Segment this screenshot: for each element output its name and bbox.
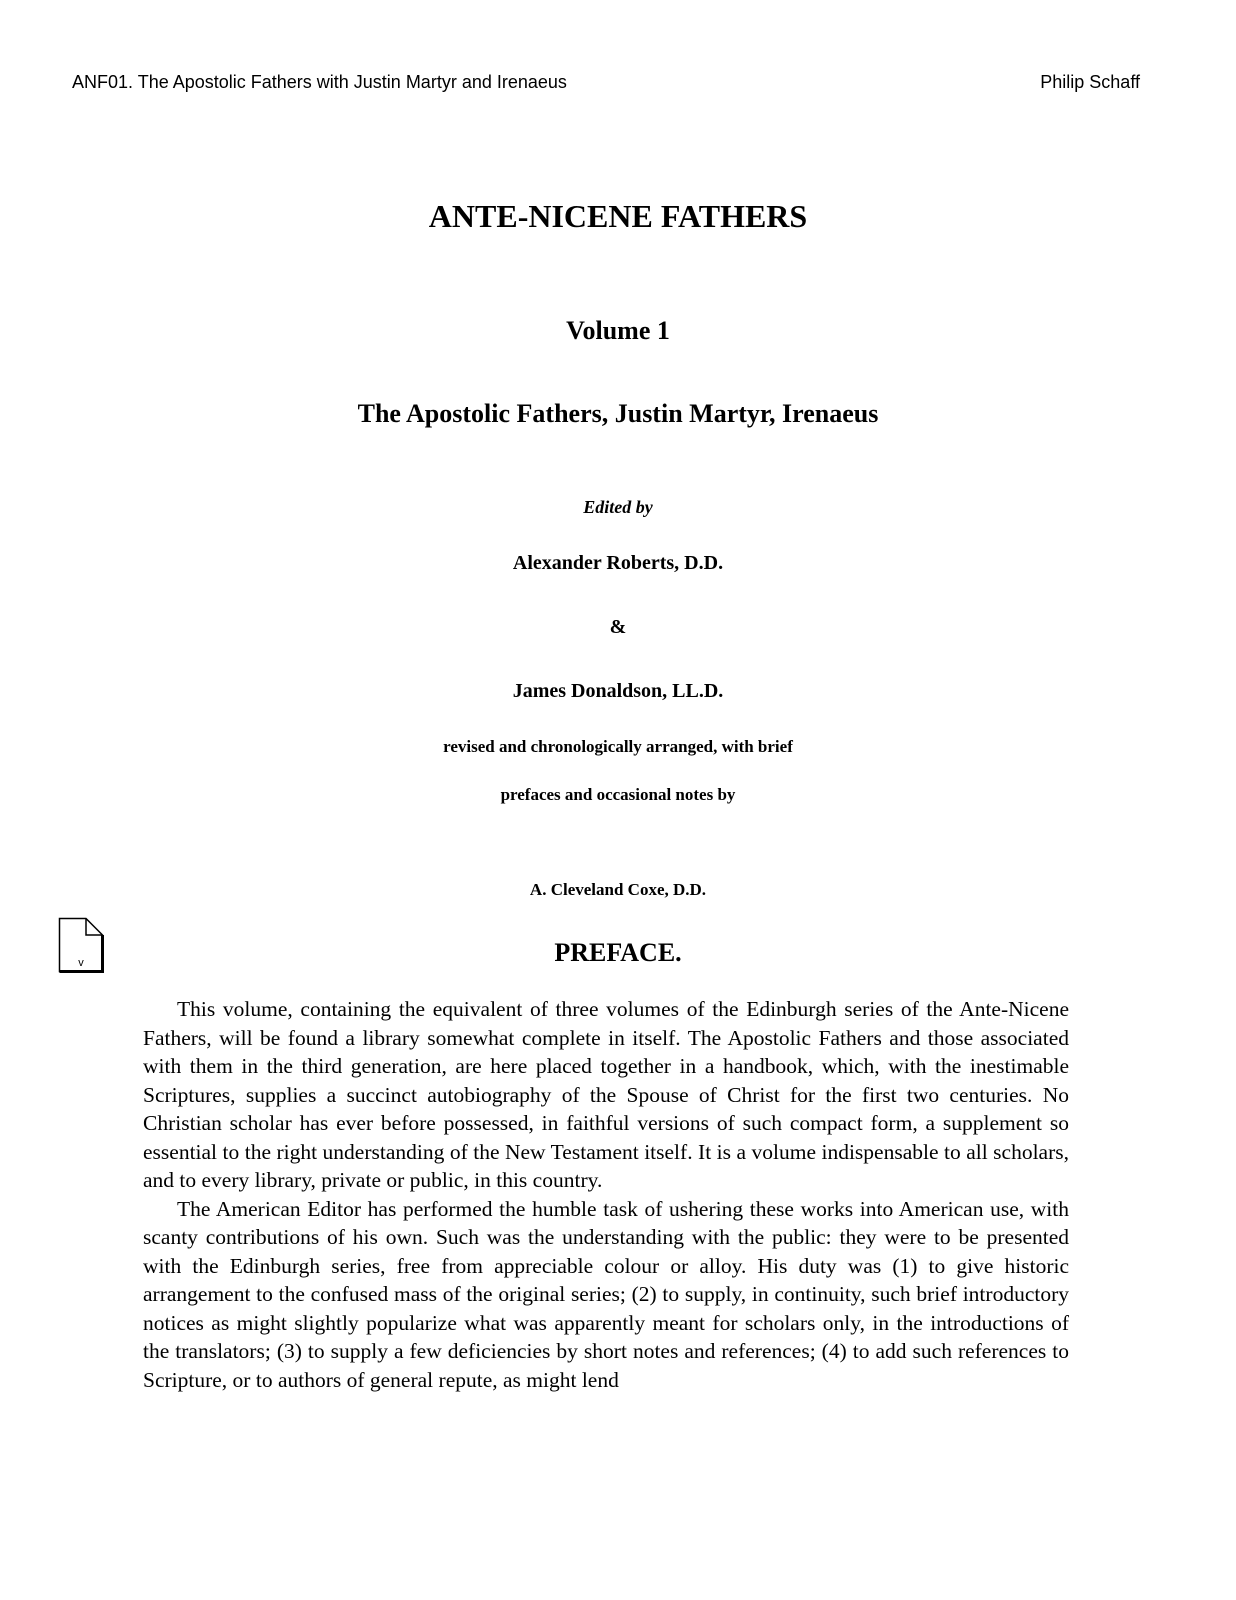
header-right: Philip Schaff — [1040, 72, 1140, 92]
preface-body — [143, 995, 1069, 1394]
revision-note-line-2: prefaces and occasional notes by — [500, 785, 736, 804]
ampersand: & — [609, 616, 627, 638]
volume-subtitle: The Apostolic Fathers, Justin Martyr, Irenaeus — [357, 399, 879, 428]
preface-paragraph: The American Editor has performed the humble task of ushering these works into American use, with scanty contributions of his own. Such was the understanding with the public: they were to be presented with the Edinburgh series, free from appreciable colour or alloy. His duty was (1) to give historic arrangement to the confused mass of the original series; (2) to supply, in continuity, such brief introductory notices as might slightly popularize what was apparently meant for scholars only, in the introductions of the translators; (3) to supply a few deficiencies by short notes and references; (4) to add such references to Scripture, or to authors of general repute, as might lend — [143, 1196, 1069, 1392]
header-left: ANF01. The Apostolic Fathers with Justin Martyr and Irenaeus — [72, 72, 567, 92]
running-header — [72, 70, 1140, 94]
preface-paragraph: This volume, containing the equivalent of three volumes of the Edinburgh series of the Ante-Nicene Fathers, will be found a library somewhat complete in itself. The Apostolic Fathers and those associated with them in the third generation, are here placed together in a handbook, which, with the inestimable Scriptures, supplies a succinct autobiography of the Spouse of Christ for the first two centuries. No Christian scholar has ever before possessed, in faithful versions of such compact form, a supplement so essential to the right understanding of the New Testament itself. It is a volume indispensable to all scholars, and to every library, private or public, in this country. — [143, 997, 1069, 1192]
reviser-name: A. Cleveland Coxe, D.D. — [529, 880, 707, 899]
page-number-label: v — [78, 957, 84, 969]
editor-name-1: Alexander Roberts, D.D. — [512, 552, 724, 574]
volume-label: Volume 1 — [566, 316, 670, 345]
page-title: ANTE-NICENE FATHERS — [428, 198, 808, 234]
revision-note-line-1: revised and chronologically arranged, with brief — [443, 737, 793, 756]
preface-heading: PREFACE. — [554, 938, 682, 967]
edited-by-label: Edited by — [583, 497, 653, 517]
editor-name-2: James Donaldson, LL.D. — [512, 680, 724, 702]
